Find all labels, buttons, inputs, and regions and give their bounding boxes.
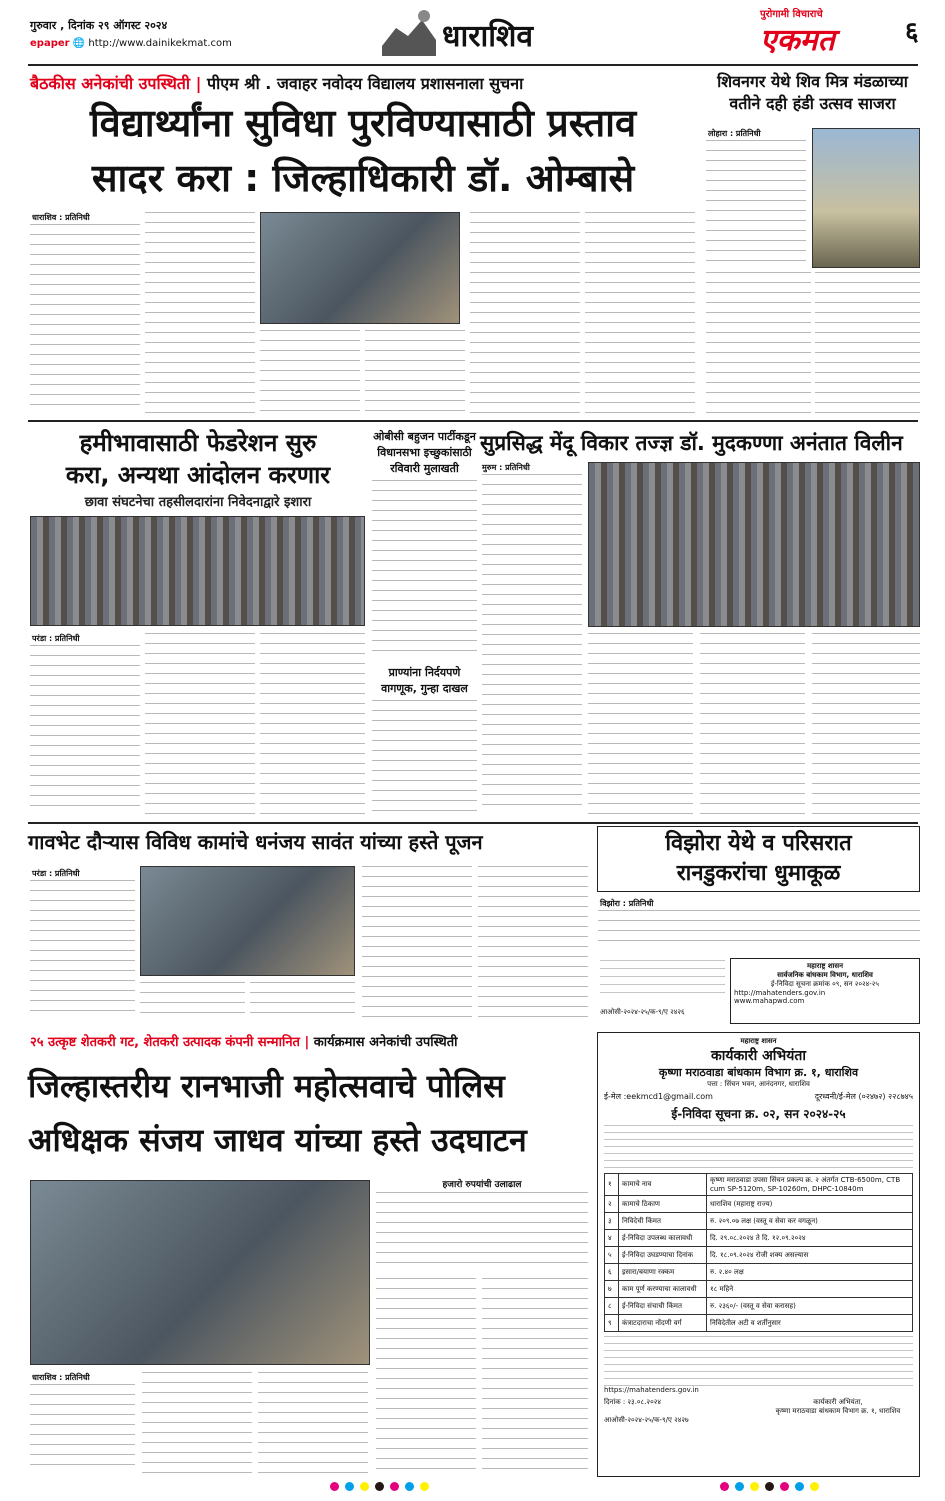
tender-cell: ई-निविदा उघडण्याचा दिनांक xyxy=(619,1247,707,1264)
lead-body-col-3 xyxy=(260,330,360,414)
shivnagar-headline-2: वतीने दही हंडी उत्सव साजरा xyxy=(729,94,896,113)
registration-dot xyxy=(405,1482,414,1491)
masthead-rule xyxy=(28,64,918,66)
mudkanna-photo xyxy=(588,462,920,627)
tender-row xyxy=(605,1230,913,1247)
lead-body-col-6 xyxy=(585,212,695,414)
federation-body-col-1 xyxy=(30,645,140,815)
tender-cell: कामाचे ठिकाण xyxy=(619,1196,707,1213)
ranbhaji-photo xyxy=(30,1180,370,1365)
registration-dot xyxy=(345,1482,354,1491)
ad-small-title: सार्वजनिक बांधकाम विभाग, धाराशिव xyxy=(777,971,873,979)
tender-cell: ३ xyxy=(605,1213,619,1230)
registration-dot xyxy=(735,1482,744,1491)
gavbhet-body-col-3 xyxy=(250,982,355,1020)
tender-date: दिनांक : २३.०८.२०२४ xyxy=(604,1398,661,1406)
epaper-url[interactable]: epaper 🌐 http://www.dainikekmat.com xyxy=(30,38,232,49)
vagnuk-body xyxy=(372,700,477,815)
gavbhet-body-col-1 xyxy=(30,880,135,1020)
tender-cell: निविदेची किंमत xyxy=(619,1213,707,1230)
mudkanna-dateline: मुरुम : प्रतिनिधी xyxy=(482,463,530,472)
ad-small-code: आओसी-२०२४-२५/क-९/ए २४२६ xyxy=(600,1008,685,1016)
lead-kicker: बैठकीस अनेकांची उपस्थिती | पीएम श्री . जवाहर नवोदय विद्यालय प्रशासनाला सुचना xyxy=(30,74,524,93)
federation-headline-2: करा, अन्यथा आंदोलन करणार xyxy=(65,461,331,489)
tender-cell: धाराशिव (महाराष्ट्र राज्य) xyxy=(707,1196,913,1213)
gavbhet-body-col-2 xyxy=(140,982,245,1020)
lead-body-col-4 xyxy=(365,330,465,414)
brand-logo: एकमत xyxy=(760,23,835,58)
tender-address: पत्ता : सिंचन भवन, आनंदनगर, धाराशिव xyxy=(707,1080,810,1088)
tender-cell: ४ xyxy=(605,1230,619,1247)
lead-photo xyxy=(260,212,460,324)
tender-gov: महाराष्ट्र शासन xyxy=(740,1037,777,1045)
ranbhaji-headline-1: जिल्हास्तरीय रानभाजी महोत्सवाचे पोलिस xyxy=(28,1067,505,1105)
vagnuk-headline-1: प्राण्यांना निर्दयपणे xyxy=(388,666,461,679)
tender-cell: ई-निविदा उपलब्ध कालावधी xyxy=(619,1230,707,1247)
tender-cell: ई-निविदा संचाची किंमत xyxy=(619,1298,707,1315)
tender-cell: ९ xyxy=(605,1315,619,1332)
tender-cell: १ xyxy=(605,1174,619,1196)
tender-title: कार्यकारी अभियंता xyxy=(711,1048,806,1064)
tender-cell: काम पूर्ण करण्याचा कालावधी xyxy=(619,1281,707,1298)
registration-dot xyxy=(420,1482,429,1491)
page-number: ६ xyxy=(905,17,919,47)
shivnagar-body-col-3 xyxy=(815,272,920,414)
ranbhaji-body-col-3 xyxy=(258,1372,368,1473)
shivnagar-dateline: लोहारा : प्रतिनिधी xyxy=(708,129,761,138)
registration-dot xyxy=(330,1482,339,1491)
tender-cell: कंत्राटदाराचा नोंदणी वर्ग xyxy=(619,1315,707,1332)
federation-subhead: छावा संघटनेचा तहसीलदारांना निवेदनाद्वारे इशारा xyxy=(84,495,312,510)
gavbhet-headline: गावभेट दौऱ्यास विविध कामांचे धनंजय सावंत यांच्या हस्ते पूजन xyxy=(28,830,483,854)
obc-body xyxy=(372,480,477,660)
tender-row xyxy=(605,1196,913,1213)
tender-row xyxy=(605,1213,913,1230)
section-rule-2 xyxy=(28,822,918,824)
tender-row xyxy=(605,1315,913,1332)
registration-dot xyxy=(390,1482,399,1491)
obc-headline-1: ओबीसी बहुजन पार्टीकडून xyxy=(373,430,476,443)
vagnuk-headline-2: वागणूक, गुन्हा दाखल xyxy=(381,682,468,695)
vijora-body xyxy=(598,910,920,950)
tender-cell: १८ महिने xyxy=(707,1281,913,1298)
tender-cell: इसारा/बयाणा रक्कम xyxy=(619,1264,707,1281)
federation-photo xyxy=(30,516,365,626)
tender-dept: कृष्णा मराठवाडा बांधकाम विभाग क्र. १, धाराशिव xyxy=(658,1066,859,1079)
tender-sign-2: कृष्णा मराठवाडा बांधकाम विभाग क्र. १, धाराशिव xyxy=(775,1407,901,1415)
mudkanna-headline: सुप्रसिद्ध मेंदू विकार तज्ज्ञ डॉ. मुदकण्णा अनंतात विलीन xyxy=(480,431,903,455)
registration-dot xyxy=(750,1482,759,1491)
lead-body-col-5 xyxy=(470,212,580,414)
federation-dateline: परंडा : प्रतिनिधी xyxy=(32,634,80,643)
ranbhaji-body-top xyxy=(376,1192,588,1272)
tender-cell: २ xyxy=(605,1196,619,1213)
federation-body-col-3 xyxy=(260,633,365,815)
tender-cell: रु. २.४० लक्ष xyxy=(707,1264,913,1281)
ranbhaji-body-col-1 xyxy=(30,1384,135,1473)
ranbhaji-headline-2: अधिक्षक संजय जाधव यांच्या हस्ते उदघाटन xyxy=(28,1121,527,1159)
federation-headline-1: हमीभावासाठी फेडरेशन सुरु xyxy=(79,429,317,457)
ad-small-body xyxy=(600,960,725,1000)
mudkanna-body-col-2 xyxy=(588,633,693,815)
tender-phone: दूरध्वनी/ई-मेल (०२४७२) २२८७४५ xyxy=(814,1092,913,1101)
shivnagar-body-col-2 xyxy=(706,272,811,414)
tender-cell: दि. १८.०९.२०२४ रोजी शक्य असल्यास xyxy=(707,1247,913,1264)
lead-body-col-2 xyxy=(145,212,255,414)
registration-dot xyxy=(780,1482,789,1491)
masthead-city: धाराशिव xyxy=(442,19,534,54)
registration-dot xyxy=(360,1482,369,1491)
mudkanna-body-col-1 xyxy=(482,474,582,814)
ranbhaji-body-col-2 xyxy=(142,1372,252,1473)
obc-headline-3: रविवारी मुलाखती xyxy=(390,462,459,475)
tender-row xyxy=(605,1298,913,1315)
tender-cell: रु. २०९.०७ लक्ष (वस्तू व सेवा कर वगळून) xyxy=(707,1213,913,1230)
mudkanna-body-col-4 xyxy=(812,633,920,815)
tender-sign: कार्यकारी अभियंता, xyxy=(813,1398,863,1406)
registration-dot xyxy=(375,1482,384,1491)
tender-cell: दि. २९.०८.२०२४ ते दि. १२.०९.२०२४ xyxy=(707,1230,913,1247)
tender-cell: कामाचे नाव xyxy=(619,1174,707,1196)
federation-body-col-2 xyxy=(145,633,255,815)
tender-row xyxy=(605,1264,913,1281)
ad-small-site2[interactable]: www.mahapwd.com xyxy=(734,997,805,1005)
registration-marks-right xyxy=(720,1482,819,1491)
gavbhet-dateline: परंडा : प्रतिनिधी xyxy=(32,869,80,878)
ranbhaji-subhead: हजारो रुपयांची उलाढाल xyxy=(442,1180,522,1190)
registration-dot xyxy=(810,1482,819,1491)
tender-terms xyxy=(604,1336,913,1386)
tender-cell: ६ xyxy=(605,1264,619,1281)
ad-small-site[interactable]: http://mahatenders.gov.in xyxy=(734,989,826,997)
tender-ad xyxy=(597,1032,920,1477)
lead-dateline: धाराशिव : प्रतिनिधी xyxy=(32,213,90,222)
tender-cell: निविदेतील अटी व शर्तीनुसार xyxy=(707,1315,913,1332)
section-rule-1 xyxy=(28,420,918,422)
lead-body-col-1 xyxy=(30,224,140,414)
tender-table xyxy=(604,1173,913,1332)
ranbhaji-kicker: २५ उत्कृष्ट शेतकरी गट, शेतकरी उत्पादक कंपनी सन्मानित | कार्यक्रमास अनेकांची उपस्थिती xyxy=(30,1035,458,1050)
gavbhet-body-col-5 xyxy=(478,866,588,1020)
registration-dot xyxy=(765,1482,774,1491)
tender-row xyxy=(605,1281,913,1298)
tender-code: आओसी-२०२४-२५/क-९/ए २४२७ xyxy=(604,1416,689,1424)
lead-headline-2: सादर करा : जिल्हाधिकारी डॉ. ओम्बासे xyxy=(91,156,635,200)
tender-cell: रु. २३६०/- (वस्तू व सेवा करासह) xyxy=(707,1298,913,1315)
tender-email[interactable]: ई-मेल :eekmcd1@gmail.com xyxy=(604,1092,713,1101)
registration-marks-left xyxy=(330,1482,429,1491)
tender-row xyxy=(605,1174,913,1196)
gavbhet-photo xyxy=(140,866,355,976)
mudkanna-body-col-3 xyxy=(700,633,805,815)
tender-notice: ई-निविदा सूचना क्र. ०२, सन २०२४-२५ xyxy=(671,1107,846,1121)
lead-headline-1: विद्यार्थ्यांना सुविधा पुरविण्यासाठी प्रस्ताव xyxy=(89,101,637,145)
city-emblem-icon xyxy=(378,6,440,64)
ranbhaji-body-col-4 xyxy=(376,1278,476,1473)
shivnagar-photo xyxy=(812,128,920,268)
registration-dot xyxy=(720,1482,729,1491)
tender-row xyxy=(605,1247,913,1264)
tender-cell: ५ xyxy=(605,1247,619,1264)
vijora-headline-1: विझोरा येथे व परिसरात xyxy=(665,831,852,856)
ad-small-box xyxy=(730,958,920,1024)
tender-cell: कृष्णा मराठवाडा उपसा सिंचन प्रकल्प क्र. २ अंतर्गत CTB-6500m, CTB cum SP-5120m, SP-10260m, DHPC-10840m xyxy=(707,1174,913,1196)
tender-cell: ७ xyxy=(605,1281,619,1298)
registration-dot xyxy=(795,1482,804,1491)
shivnagar-body-col-1 xyxy=(706,140,806,265)
tender-site[interactable]: https://mahatenders.gov.in xyxy=(604,1386,699,1394)
brand-tagline: पुरोगामी विचाराचे xyxy=(760,9,823,20)
vijora-dateline: विझोरा : प्रतिनिधी xyxy=(600,899,654,908)
ad-small-top: महाराष्ट्र शासन xyxy=(806,962,844,970)
shivnagar-headline-1: शिवनगर येथे शिव मित्र मंडळाच्या xyxy=(717,72,908,91)
masthead-date: गुरुवार , दिनांक २९ ऑगस्ट २०२४ xyxy=(30,19,168,32)
vijora-headline-2: रानडुकरांचा धुमाकूळ xyxy=(676,861,841,886)
ranbhaji-dateline: धाराशिव : प्रतिनिधी xyxy=(32,1373,90,1382)
tender-cell: ८ xyxy=(605,1298,619,1315)
ad-small-line1: ई-निविदा सूचना क्रमांक ०९, सन २०२४-२५ xyxy=(770,980,880,988)
ranbhaji-body-col-5 xyxy=(482,1278,588,1473)
gavbhet-body-col-4 xyxy=(362,866,472,1020)
obc-headline-2: विधानसभा इच्छुकांसाठी xyxy=(377,446,472,459)
tender-intro xyxy=(604,1125,913,1169)
